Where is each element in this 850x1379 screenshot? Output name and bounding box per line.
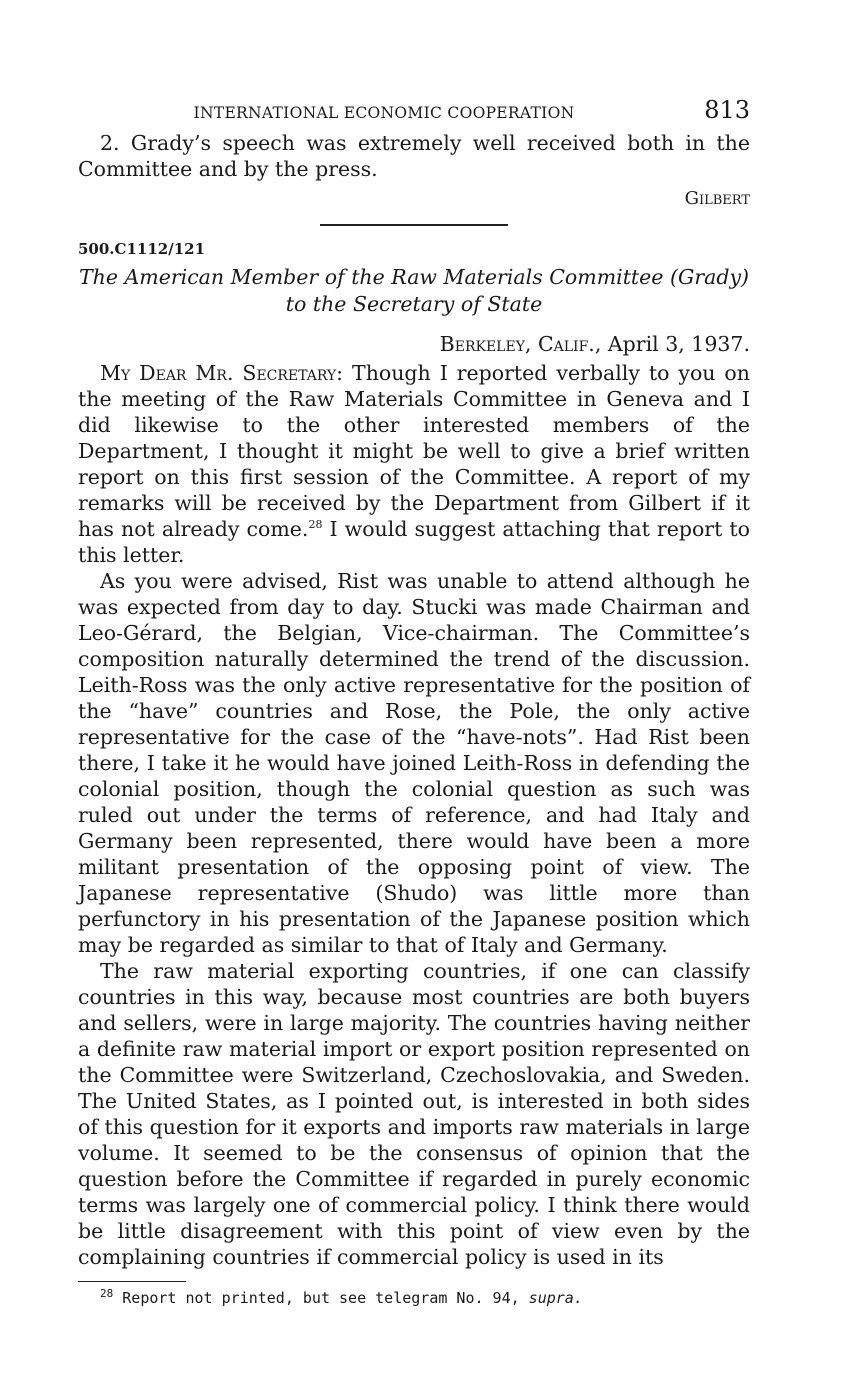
dateline-place: Berkeley, Calif., bbox=[439, 332, 602, 356]
document-page bbox=[78, 96, 750, 1307]
page-number: 813 bbox=[704, 96, 750, 124]
footnote-ref-word: supra. bbox=[528, 1289, 583, 1307]
footnote-reference: 28 bbox=[308, 518, 323, 532]
letter-paragraph-3: The raw material exporting countries, if one can classify countries in this way, because most countries are both buyers and sellers, were in large majority. The countries having neither a definite raw material import or export position represented on the Committee were Switzerland, Czechoslovakia, and Sweden. The United States, as I pointed out, is interested in both sides of this question for it exports and imports raw materials in large volume. It seemed to be the consensus of opinion that the question before the Committee if regarded in purely economic terms was largely one of commercial policy. I think there would be little disagreement with this point of view even by the complaining countries if commercial policy is used in its bbox=[78, 959, 750, 1269]
salutation: My Dear Mr. Secretary: bbox=[100, 361, 344, 385]
file-number: 500.C1112/121 bbox=[78, 240, 206, 258]
paragraph-1-text: Though I reported verbally to you on the meeting of the Raw Materials Committee in Geneva and I did likewise to the other interested members of the Department, I thought it might be well to give a brief written report on this first session of the Committee. A report of my remarks will be received by the Department from Gilbert if it has not already come. bbox=[78, 361, 750, 541]
letter-paragraph-2: As you were advised, Rist was unable to attend although he was expected from day to day. Stucki was made Chairman and Leo-Gérard, the Belgian, Vice-chairman. The Committee’s composition naturally determined the trend of the discussion. Leith-Ross was the only active representative for the position of the “have” countries and Rose, the Pole, the only active representative for the case of the “have-nots”. Had Rist been there, I take it he would have joined Leith-Ross in defending the colonial position, though the colonial question as such was ruled out under the terms of reference, and had Italy and Germany been represented, there would have been a more militant presentation of the opposing point of view. The Japanese representative (Shudo) was little more than perfunctory in his presentation of the Japanese position which may be regarded as similar to that of Italy and Germany. bbox=[78, 569, 750, 957]
footnote-number: 28 bbox=[100, 1287, 114, 1300]
previous-doc-closing-paragraph: 2. Grady’s speech was extremely well received both in the Committee and by the press. bbox=[78, 131, 750, 181]
section-divider bbox=[320, 224, 508, 226]
paragraph-1-tail: I would suggest attaching that report to this letter. bbox=[78, 517, 750, 567]
footnote bbox=[78, 1289, 750, 1307]
dateline-date: April 3, 1937. bbox=[607, 332, 750, 356]
running-head: INTERNATIONAL ECONOMIC COOPERATION bbox=[193, 104, 575, 122]
footnote-text: Report not printed, but see telegram No. 94, bbox=[122, 1289, 520, 1307]
document-title: The American Member of the Raw Materials Committee (Grady) to the Secretary of State bbox=[78, 265, 750, 316]
signature: Gilbert bbox=[684, 188, 750, 209]
page-header bbox=[78, 96, 750, 130]
dateline bbox=[78, 328, 750, 360]
letter-paragraph-1 bbox=[78, 360, 750, 568]
footnote-divider bbox=[78, 1281, 186, 1282]
